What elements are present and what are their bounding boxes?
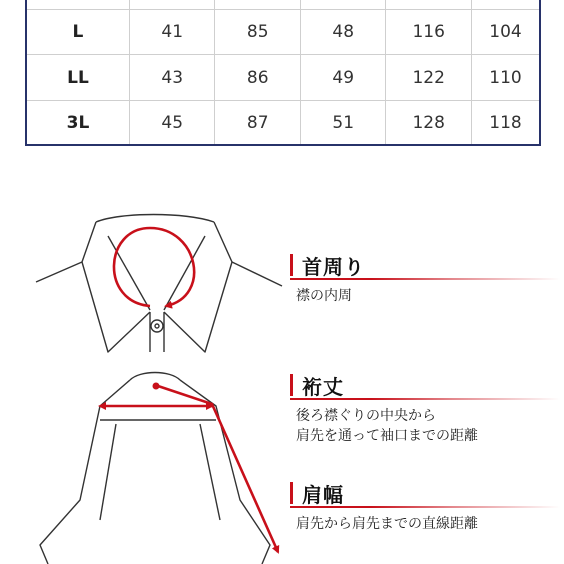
size-label: L — [72, 21, 84, 42]
table-cell: 86 — [214, 55, 300, 100]
table-cell — [471, 0, 539, 9]
accent-bar — [290, 374, 293, 396]
table-cell: 51 — [300, 101, 386, 144]
sleeve-description-line-2: 肩先を通って袖口までの距離 — [296, 428, 478, 444]
sleeve-description — [296, 406, 478, 446]
shirt-left-side — [40, 380, 130, 564]
underline-rule — [290, 398, 560, 400]
collar-band — [96, 215, 214, 223]
table-cell — [129, 0, 215, 9]
shirt-illustration — [40, 373, 270, 564]
left-sleeve-inner — [100, 424, 116, 520]
table-cell: 45 — [129, 101, 215, 144]
size-label: 3L — [66, 112, 90, 133]
underline-rule — [290, 278, 560, 280]
table-cell: 122 — [385, 55, 471, 100]
shirt-collar — [130, 373, 180, 381]
collar-button-icon — [151, 320, 163, 332]
size-table — [25, 0, 541, 146]
shoulder-left — [36, 262, 82, 282]
table-row — [27, 9, 539, 55]
table-cell: 110 — [471, 55, 539, 100]
table-cell: 49 — [300, 55, 386, 100]
table-cell — [300, 0, 386, 9]
table-row — [27, 55, 539, 101]
sleeve-measurement-label — [290, 372, 478, 444]
size-label: LL — [67, 67, 89, 88]
collar-inner-right — [164, 236, 205, 310]
neck-title: 首周り — [302, 254, 365, 279]
table-cell: 43 — [129, 55, 215, 100]
shirt-measurement-diagram — [0, 200, 300, 564]
right-sleeve-inner — [200, 424, 220, 520]
table-cell: 48 — [300, 9, 386, 54]
table-cell: 128 — [385, 101, 471, 144]
table-row — [27, 101, 539, 144]
table-cell: 87 — [214, 101, 300, 144]
sleeve-title: 裄丈 — [302, 374, 344, 399]
sleeve-length-arrow — [158, 386, 278, 552]
collar-right-point — [164, 222, 232, 352]
collar-left-point — [82, 222, 150, 352]
table-cell: 85 — [214, 9, 300, 54]
shoulder-description: 肩先から肩先までの直線距離 — [296, 516, 478, 532]
shoulder-right — [232, 262, 282, 286]
neck-measurement-label — [290, 252, 365, 304]
table-cell: 104 — [471, 9, 539, 54]
table-cell — [385, 0, 471, 9]
table-cell: 118 — [471, 101, 539, 144]
neck-description: 襟の内周 — [296, 288, 352, 304]
table-cell: 116 — [385, 9, 471, 54]
underline-rule — [290, 506, 560, 508]
table-cell: 41 — [129, 9, 215, 54]
shoulder-measurement-label — [290, 480, 478, 532]
collar-illustration — [36, 215, 282, 353]
accent-bar — [290, 254, 293, 276]
shirt-right-side — [180, 380, 270, 564]
sleeve-description-line-1: 後ろ襟ぐりの中央から — [296, 408, 436, 424]
table-cell — [214, 0, 300, 9]
shoulder-title: 肩幅 — [302, 482, 344, 507]
accent-bar — [290, 482, 293, 504]
table-cell — [27, 0, 129, 9]
